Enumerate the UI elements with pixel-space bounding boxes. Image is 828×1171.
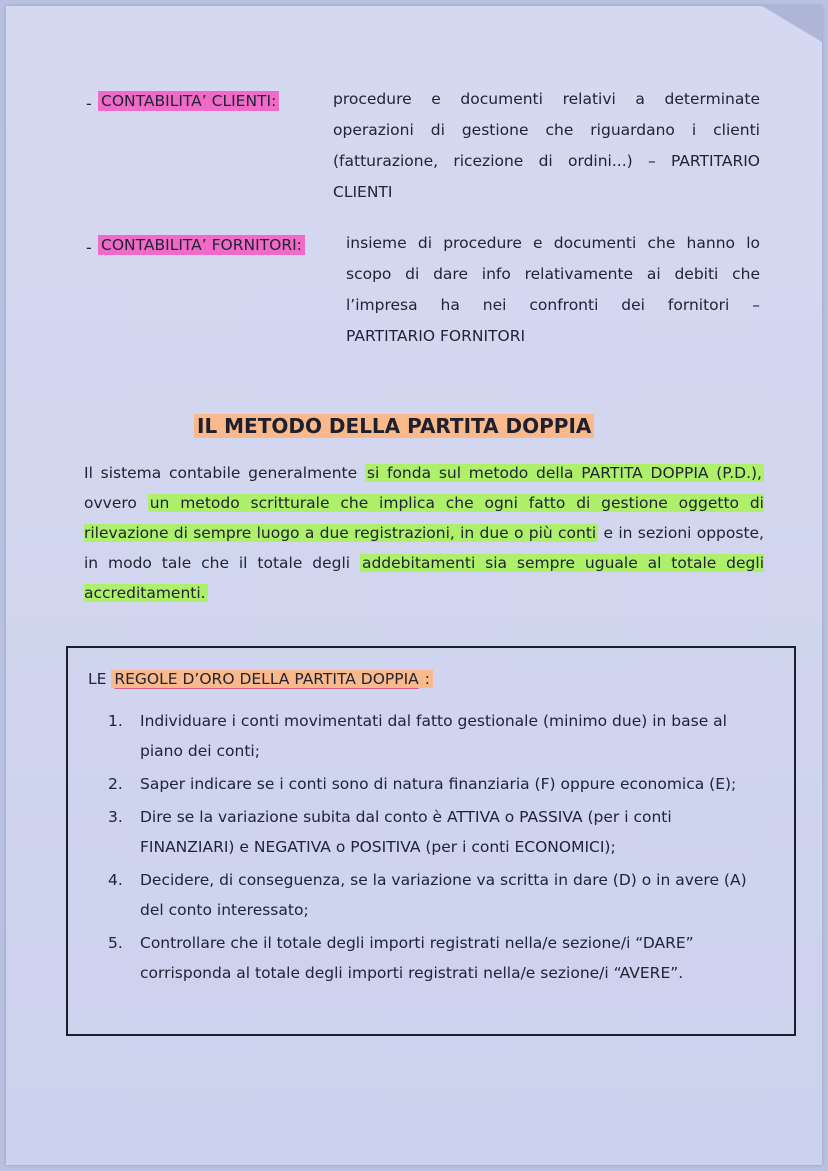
rule-item: 4. Decidere, di conseguenza, se la variazione va scritta in dare (D) o in avere (A) del conto interessato; [108, 871, 747, 919]
definition-line: operazioni di gestione che riguardano i clienti [333, 121, 760, 139]
rule-item: 2. Saper indicare se i conti sono di natura finanziaria (F) oppure economica (E); [108, 775, 737, 793]
rules-box-title: LE REGOLE D’ORO DELLA PARTITA DOPPIA : [88, 670, 433, 688]
definition-line: procedure e documenti relativi a determinate [333, 90, 760, 108]
rule-item: 1. Individuare i conti movimentati dal fatto gestionale (minimo due) in base al piano dei conti; [108, 712, 727, 760]
definition-line: scopo di dare info relativamente ai debiti che [346, 265, 760, 283]
rules-list [108, 706, 768, 991]
entry-definition-clienti [333, 84, 760, 208]
entry-bullet: - [86, 94, 92, 113]
rule-item: 5. Controllare che il totale degli importi registrati nella/e sezione/i “DARE” corrisponda al totale degli importi registrati nella/e sezione/i “AVERE”. [108, 934, 694, 982]
rule-item: 3. Dire se la variazione subita dal conto è ATTIVA o PASSIVA (per i conti FINANZIARI) e NEGATIVA o POSITIVA (per i conti ECONOMICI); [108, 808, 672, 856]
highlight-green: addebitamenti sia sempre uguale al totale degli accreditamenti. [84, 554, 764, 602]
intro-paragraph: Il sistema contabile generalmente si fonda sul metodo della PARTITA DOPPIA (P.D.), ovvero un metodo scritturale che implica che ogni fatto di gestione oggetto di rilevazione di sempre luogo a due registrazioni, in due o più conti e in sezioni opposte, in modo tale che il totale degli addebitamenti sia sempre uguale al totale degli accreditamenti. [84, 464, 764, 602]
definition-line: insieme di procedure e documenti che hanno lo [346, 234, 760, 252]
document-page [6, 6, 822, 1165]
page-fold-corner [762, 6, 822, 42]
definition-line: CLIENTI [333, 183, 393, 201]
entry-bullet: - [86, 238, 92, 257]
highlight-green: un metodo scritturale che implica che ogni fatto di gestione oggetto di rilevazione di sempre luogo a due registrazioni, in due o più conti [84, 494, 764, 542]
definition-line: (fatturazione, ricezione di ordini...) – PARTITARIO [333, 152, 760, 170]
section-title: IL METODO DELLA PARTITA DOPPIA [194, 414, 594, 438]
rules-box [66, 646, 796, 1036]
highlight-green: si fonda sul metodo della PARTITA DOPPIA (P.D.), [366, 464, 762, 482]
definition-line: l’impresa ha nei confronti dei fornitori – [346, 296, 760, 314]
definition-line: PARTITARIO FORNITORI [346, 327, 526, 345]
entry-definition-fornitori [346, 228, 760, 352]
entry-label-clienti: CONTABILITA’ CLIENTI: [98, 92, 279, 110]
entry-label-fornitori: CONTABILITA’ FORNITORI: [98, 236, 305, 254]
